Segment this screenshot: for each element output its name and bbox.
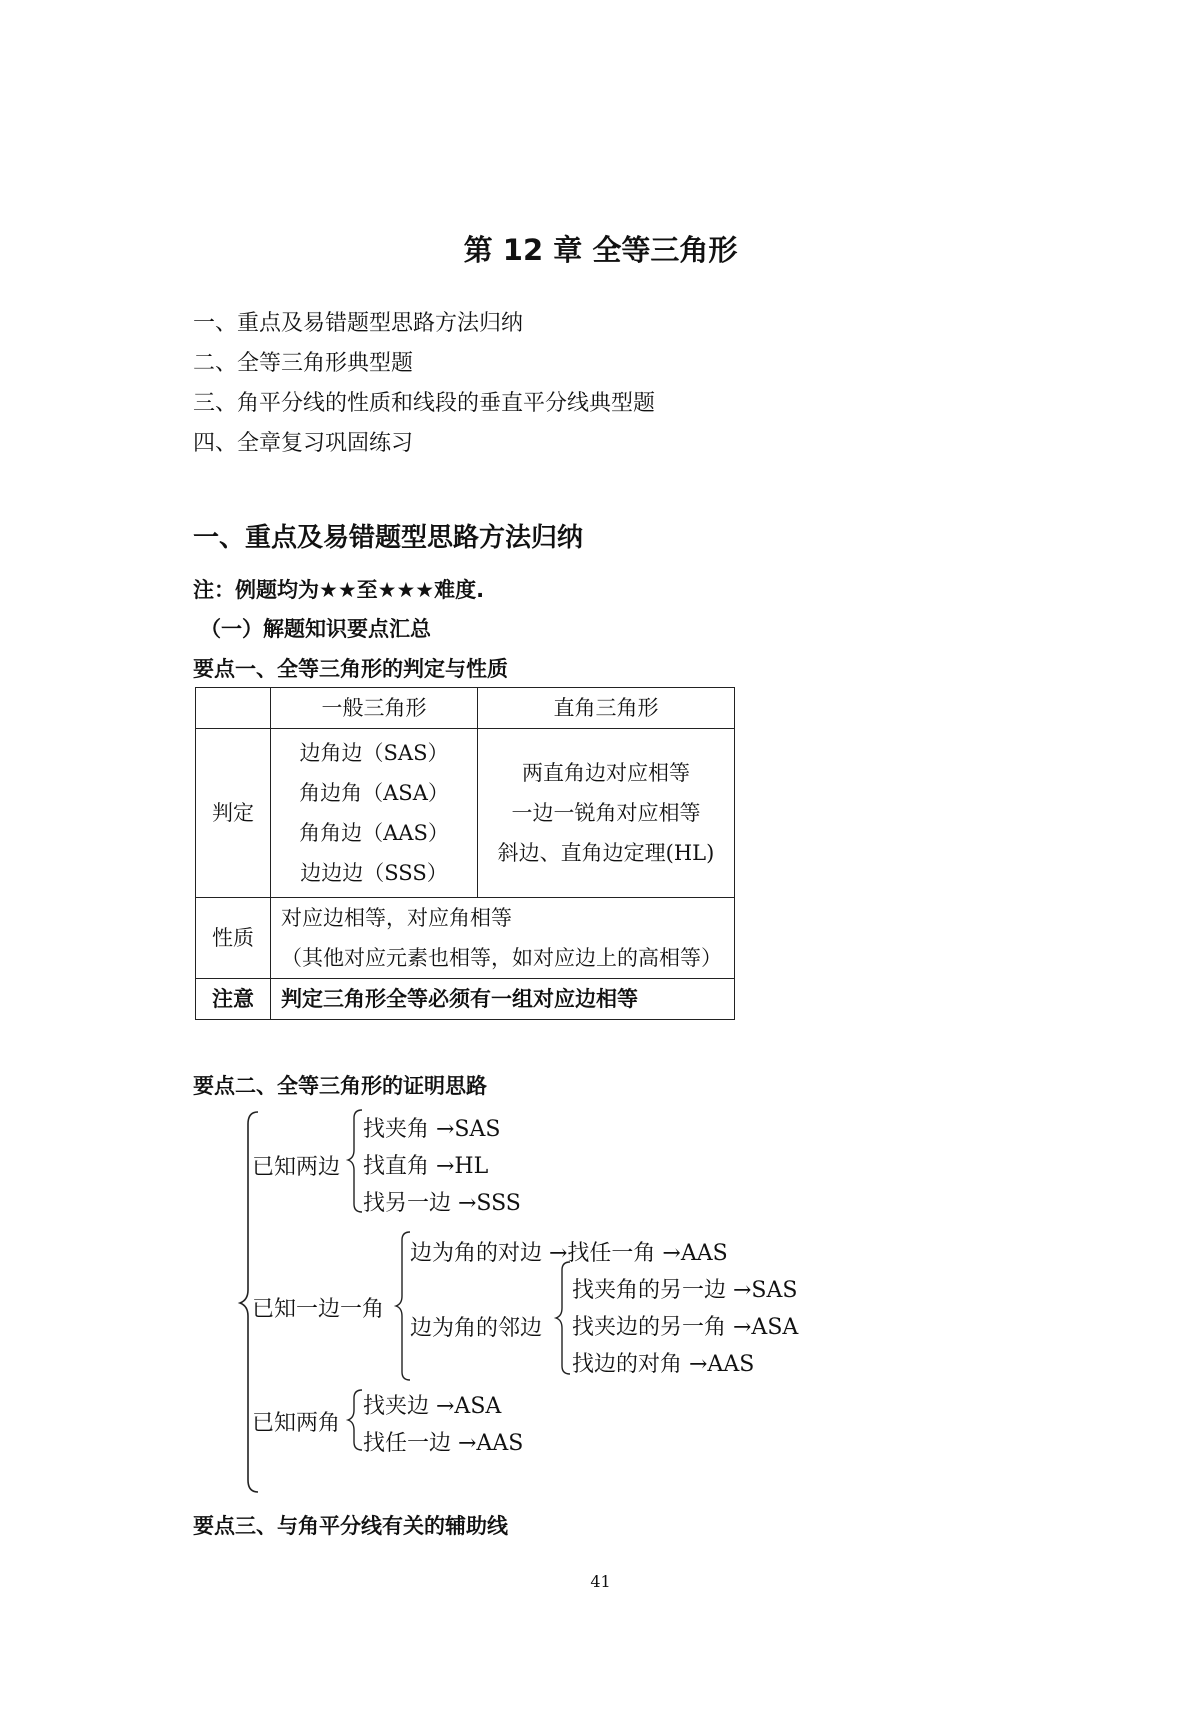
point1-title: 要点一、全等三角形的判定与性质 — [193, 657, 508, 681]
judge-la: 一边一锐角对应相等 — [511, 801, 701, 825]
property-line-2: （其他对应元素也相等，如对应边上的高相等） — [281, 946, 722, 970]
tree-adjacent: 边为角的邻边 — [410, 1316, 543, 1341]
judge-ll: 两直角边对应相等 — [522, 761, 690, 785]
tree-two-sides-item-3: 找另一边 →SSS — [363, 1191, 521, 1216]
tree-adjacent-item-3: 找边的对角 →AAS — [572, 1352, 755, 1377]
point3-title: 要点三、与角平分线有关的辅助线 — [193, 1514, 508, 1538]
tree-side-angle: 已知一边一角 — [252, 1297, 385, 1322]
tree-opposite: 边为角的对边 →找任一角 →AAS — [410, 1241, 728, 1266]
tree-adjacent-item-1: 找夹角的另一边 →SAS — [572, 1278, 798, 1303]
note-label: 注意 — [196, 979, 271, 1020]
subsection-title: （一）解题知识要点汇总 — [200, 617, 431, 641]
table-header-general: 一般三角形 — [271, 688, 478, 729]
toc-item-3: 三、角平分线的性质和线段的垂直平分线典型题 — [193, 391, 656, 416]
property-line-1: 对应边相等，对应角相等 — [281, 906, 512, 930]
chapter-title: 第 12 章 全等三角形 — [463, 233, 738, 267]
page-number: 41 — [590, 1572, 611, 1591]
judge-asa: 角边角（ASA） — [299, 781, 449, 805]
tree-two-angles-item-1: 找夹边 →ASA — [363, 1394, 502, 1419]
point2-title: 要点二、全等三角形的证明思路 — [193, 1074, 487, 1098]
property-label: 性质 — [196, 898, 271, 979]
tree-adjacent-item-2: 找夹边的另一角 →ASA — [572, 1315, 799, 1340]
toc-item-1: 一、重点及易错题型思路方法归纳 — [193, 311, 524, 336]
difficulty-note: 注：例题均为★★至★★★难度. — [193, 578, 485, 602]
toc-item-2: 二、全等三角形典型题 — [193, 351, 414, 376]
table-header-right: 直角三角形 — [478, 688, 735, 729]
judge-hl: 斜边、直角边定理(HL) — [497, 841, 715, 865]
tree-two-sides-item-1: 找夹角 →SAS — [363, 1117, 501, 1142]
note-text: 判定三角形全等必须有一组对应边相等 — [271, 979, 735, 1020]
judge-label: 判定 — [196, 729, 271, 898]
toc-item-4: 四、全章复习巩固练习 — [193, 431, 414, 456]
tree-two-angles-item-2: 找任一边 →AAS — [363, 1431, 524, 1456]
tree-two-sides: 已知两边 — [252, 1155, 341, 1180]
judge-sas: 边角边（SAS） — [299, 741, 449, 765]
judge-aas: 角角边（AAS） — [299, 821, 449, 845]
tree-two-sides-item-2: 找直角 →HL — [363, 1154, 489, 1179]
section-title: 一、重点及易错题型思路方法归纳 — [193, 523, 584, 553]
judge-sss: 边边边（SSS） — [300, 861, 448, 885]
tree-two-angles: 已知两角 — [252, 1411, 341, 1436]
